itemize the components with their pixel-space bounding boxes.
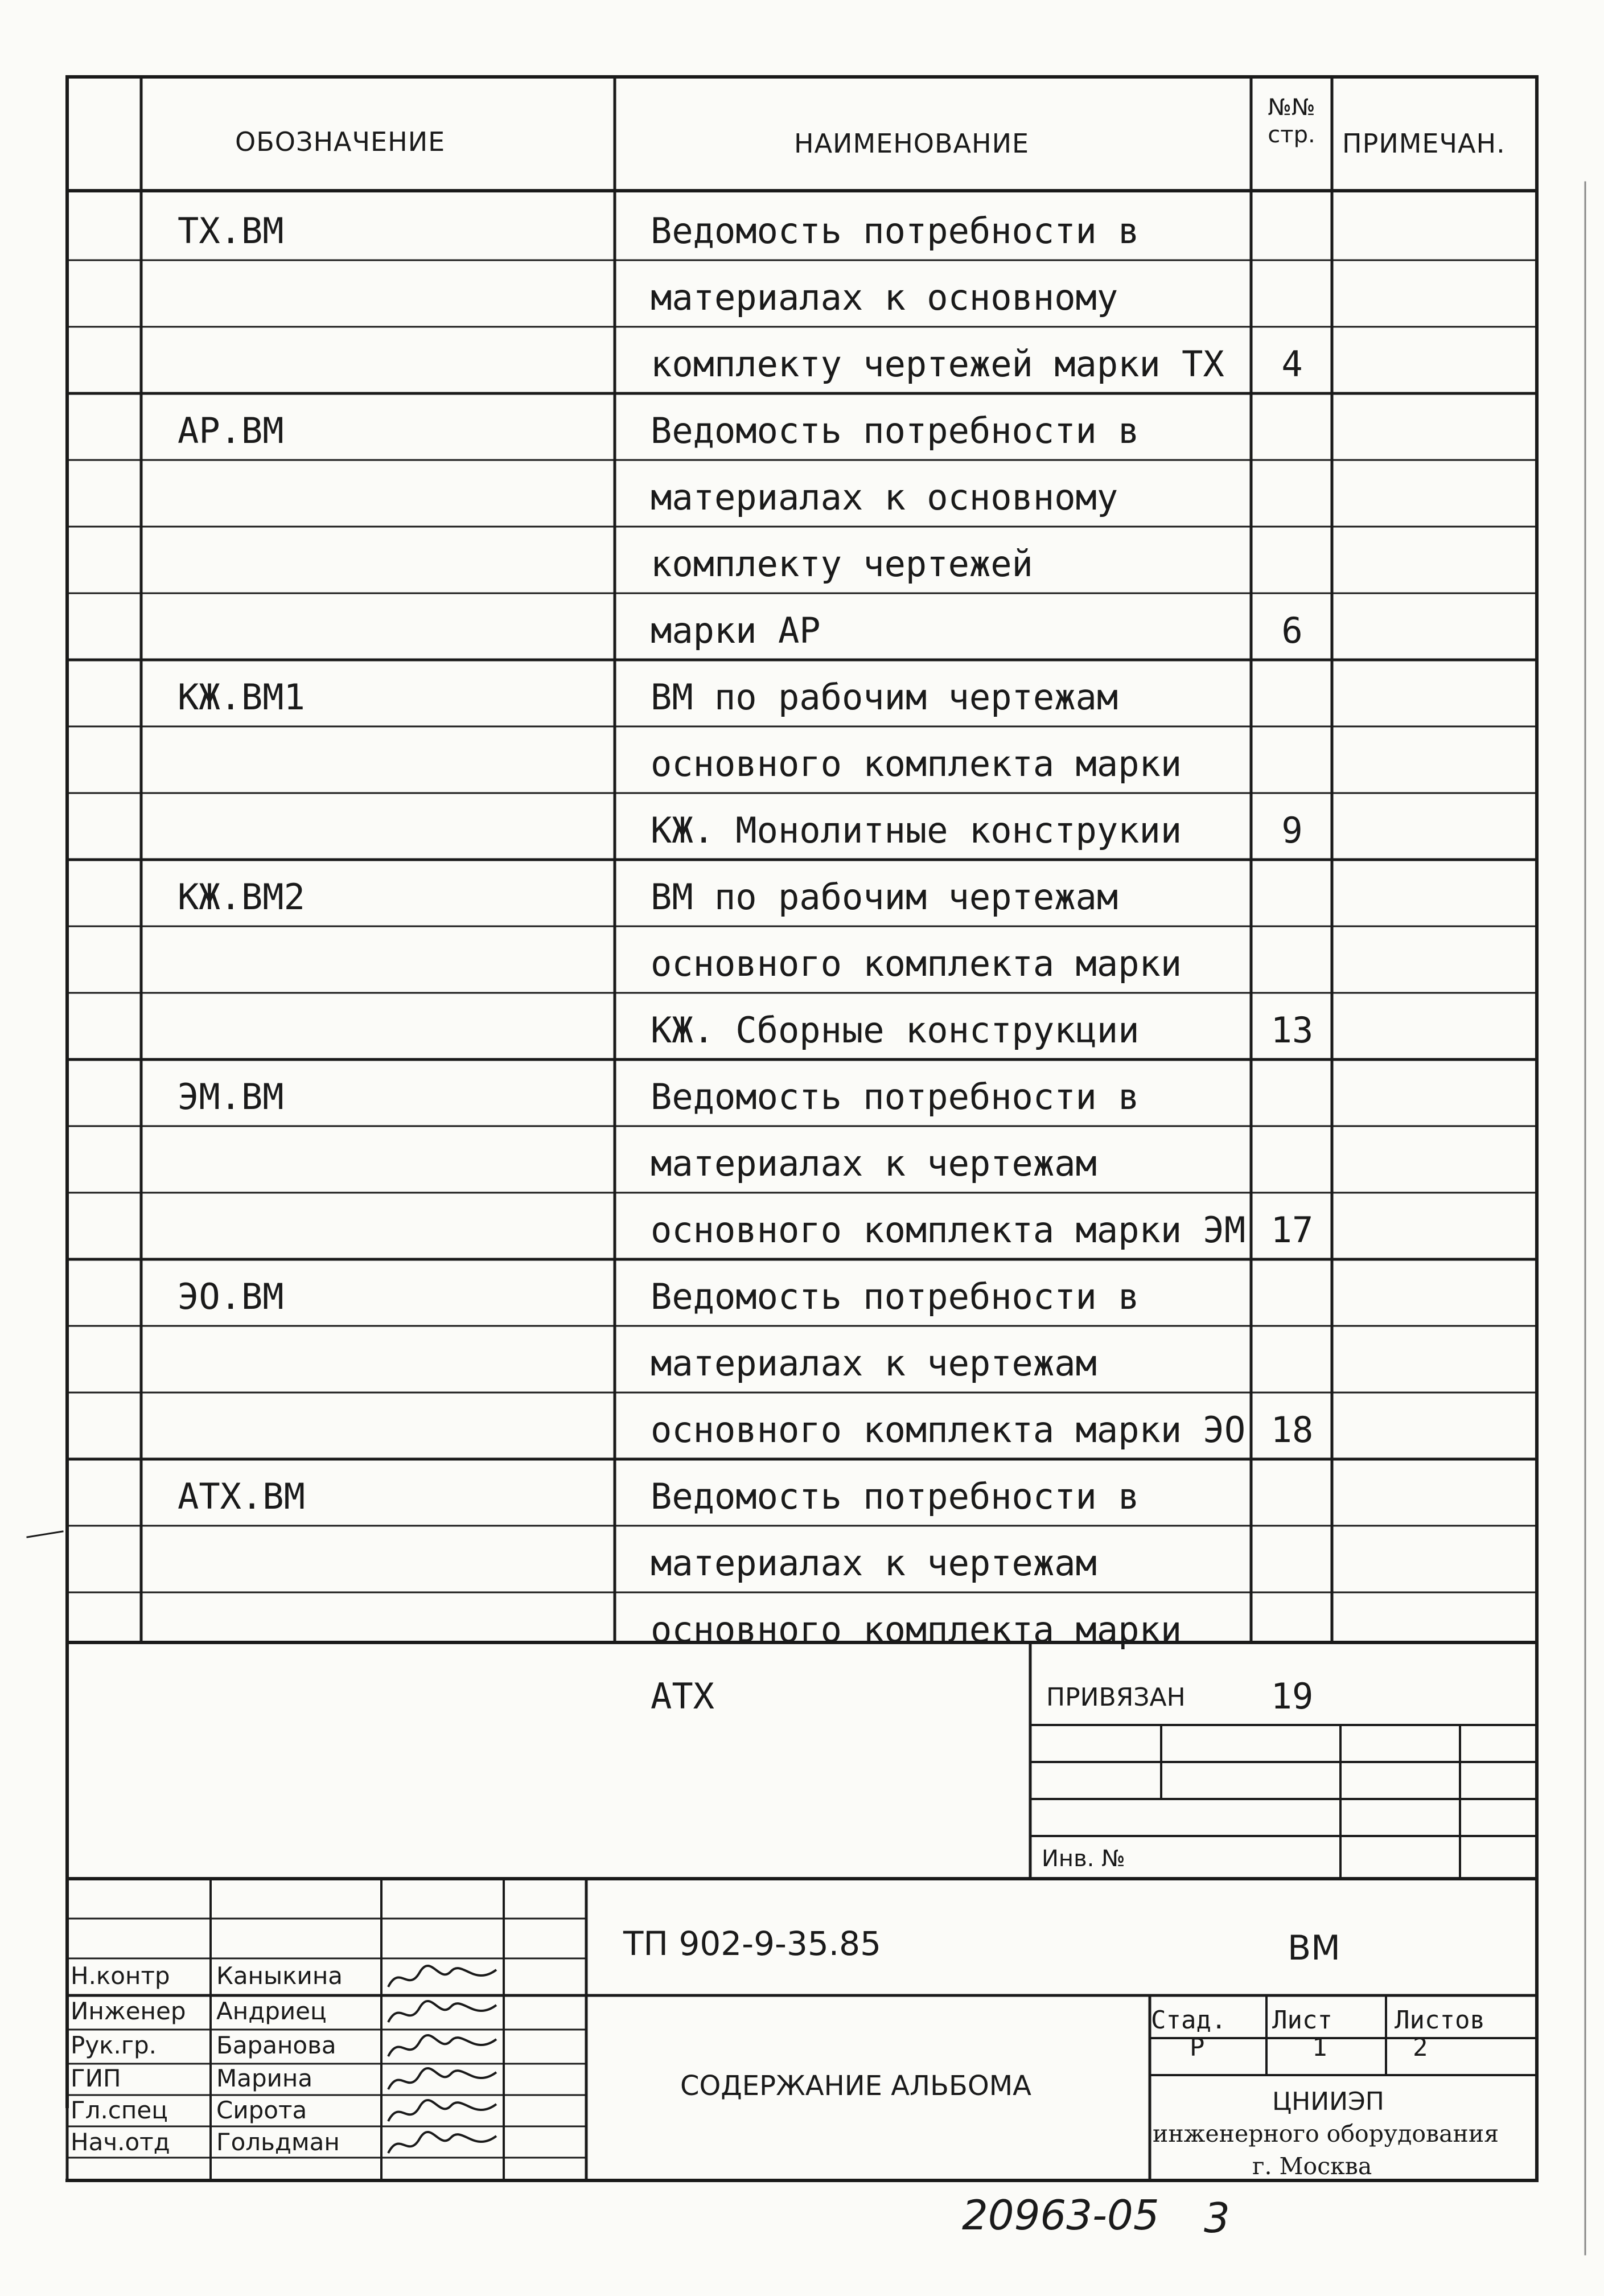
row-name-line: ВМ по рабочим чертежам [651, 876, 1118, 918]
row-page-number: 18 [1270, 1409, 1314, 1451]
sheets-value: 2 [1413, 2033, 1428, 2062]
stage-value: Р [1190, 2033, 1205, 2062]
organization-name: ЦНИИЭП [1272, 2087, 1384, 2116]
attached-label: ПРИВЯЗАН [1046, 1683, 1186, 1712]
row-name-line: материалах к чертежам [651, 1542, 1097, 1584]
row-page-number: 19 [1270, 1675, 1314, 1717]
row-name-line: материалах к основному [651, 477, 1118, 518]
row-name-line: материалах к чертежам [651, 1143, 1097, 1184]
row-name-line: КЖ. Сборные конструкции [651, 1009, 1140, 1051]
row-name-line: Ведомость потребности в [651, 1276, 1140, 1317]
person-name: Марина [216, 2064, 313, 2092]
row-designation: КЖ.ВМ1 [178, 676, 305, 718]
row-name-line: основного комплекта марки [651, 1609, 1182, 1650]
header-designation: ОБОЗНАЧЕНИЕ [235, 126, 446, 157]
person-name: Гольдман [216, 2128, 340, 2156]
person-name: Андриец [216, 1997, 327, 2025]
document-title: СОДЕРЖАНИЕ АЛЬБОМА [680, 2070, 1032, 2102]
organization-city: г. Москва [1252, 2153, 1372, 2180]
header-page-number: №№ стр. [1268, 95, 1315, 148]
row-name-line: Ведомость потребности в [651, 410, 1140, 451]
row-name-line: комплекту чертежей [651, 543, 1033, 585]
row-name-line: основного комплекта марки ЭМ [651, 1209, 1246, 1251]
row-name-line: материалах к основному [651, 277, 1118, 318]
header-note: ПРИМЕЧАН. [1342, 128, 1506, 159]
person-name: Каныкина [216, 1962, 343, 1990]
header-name: НАИМЕНОВАНИЕ [794, 128, 1030, 159]
row-name-line: материалах к чертежам [651, 1342, 1097, 1384]
row-name-line: основного комплекта марки ЭО [651, 1409, 1246, 1451]
row-designation: ЭМ.ВМ [178, 1076, 284, 1118]
signature-icon [383, 1961, 508, 1995]
document-mark: ВМ [1288, 1928, 1340, 1968]
role-label: Инженер [71, 1997, 186, 2025]
sheet-value: 1 [1312, 2033, 1327, 2062]
row-name-line: АТХ [651, 1675, 714, 1717]
row-designation: ТХ.ВМ [178, 210, 284, 252]
role-label: Н.контр [71, 1962, 170, 1990]
signature-icon [383, 2064, 508, 2098]
person-name: Сирота [216, 2096, 307, 2124]
row-name-line: Ведомость потребности в [651, 210, 1140, 252]
row-page-number: 6 [1281, 610, 1303, 651]
row-name-line: Ведомость потребности в [651, 1476, 1140, 1517]
row-page-number: 13 [1270, 1009, 1314, 1051]
signature-icon [383, 2127, 508, 2162]
role-label: Гл.спец [71, 2096, 168, 2124]
role-label: Рук.гр. [71, 2031, 157, 2059]
row-designation: АР.ВМ [178, 410, 284, 451]
archive-number: 20963-05 [962, 2191, 1159, 2239]
person-name: Баранова [216, 2031, 336, 2059]
row-name-line: Ведомость потребности в [651, 1076, 1140, 1118]
document-code: ТП 902-9-35.85 [623, 1924, 881, 1963]
page-number: 3 [1204, 2194, 1230, 2242]
row-name-line: комплекту чертежей марки ТХ [651, 343, 1224, 385]
row-designation: КЖ.ВМ2 [178, 876, 305, 918]
row-name-line: основного комплекта марки [651, 743, 1182, 784]
signature-icon [383, 2096, 508, 2130]
stage-label: Стад. [1151, 2006, 1227, 2035]
role-label: Нач.отд [71, 2128, 170, 2156]
signature-icon [383, 1997, 508, 2031]
row-designation: АТХ.ВМ [178, 1476, 305, 1517]
sheets-label: Листов [1395, 2006, 1485, 2035]
row-page-number: 17 [1270, 1209, 1314, 1251]
row-name-line: ВМ по рабочим чертежам [651, 676, 1118, 718]
row-name-line: марки АР [651, 610, 821, 651]
inventory-number-label: Инв. № [1042, 1846, 1125, 1872]
role-label: ГИП [71, 2064, 121, 2092]
row-page-number: 9 [1281, 810, 1303, 851]
row-designation: ЭО.ВМ [178, 1276, 284, 1317]
row-name-line: основного комплекта марки [651, 943, 1182, 984]
signature-icon [383, 2031, 508, 2065]
sheet-label: Лист [1272, 2006, 1332, 2035]
organization-department: инженерного оборудования [1153, 2120, 1499, 2147]
row-name-line: КЖ. Монолитные конструкии [651, 810, 1182, 851]
row-page-number: 4 [1281, 343, 1303, 385]
